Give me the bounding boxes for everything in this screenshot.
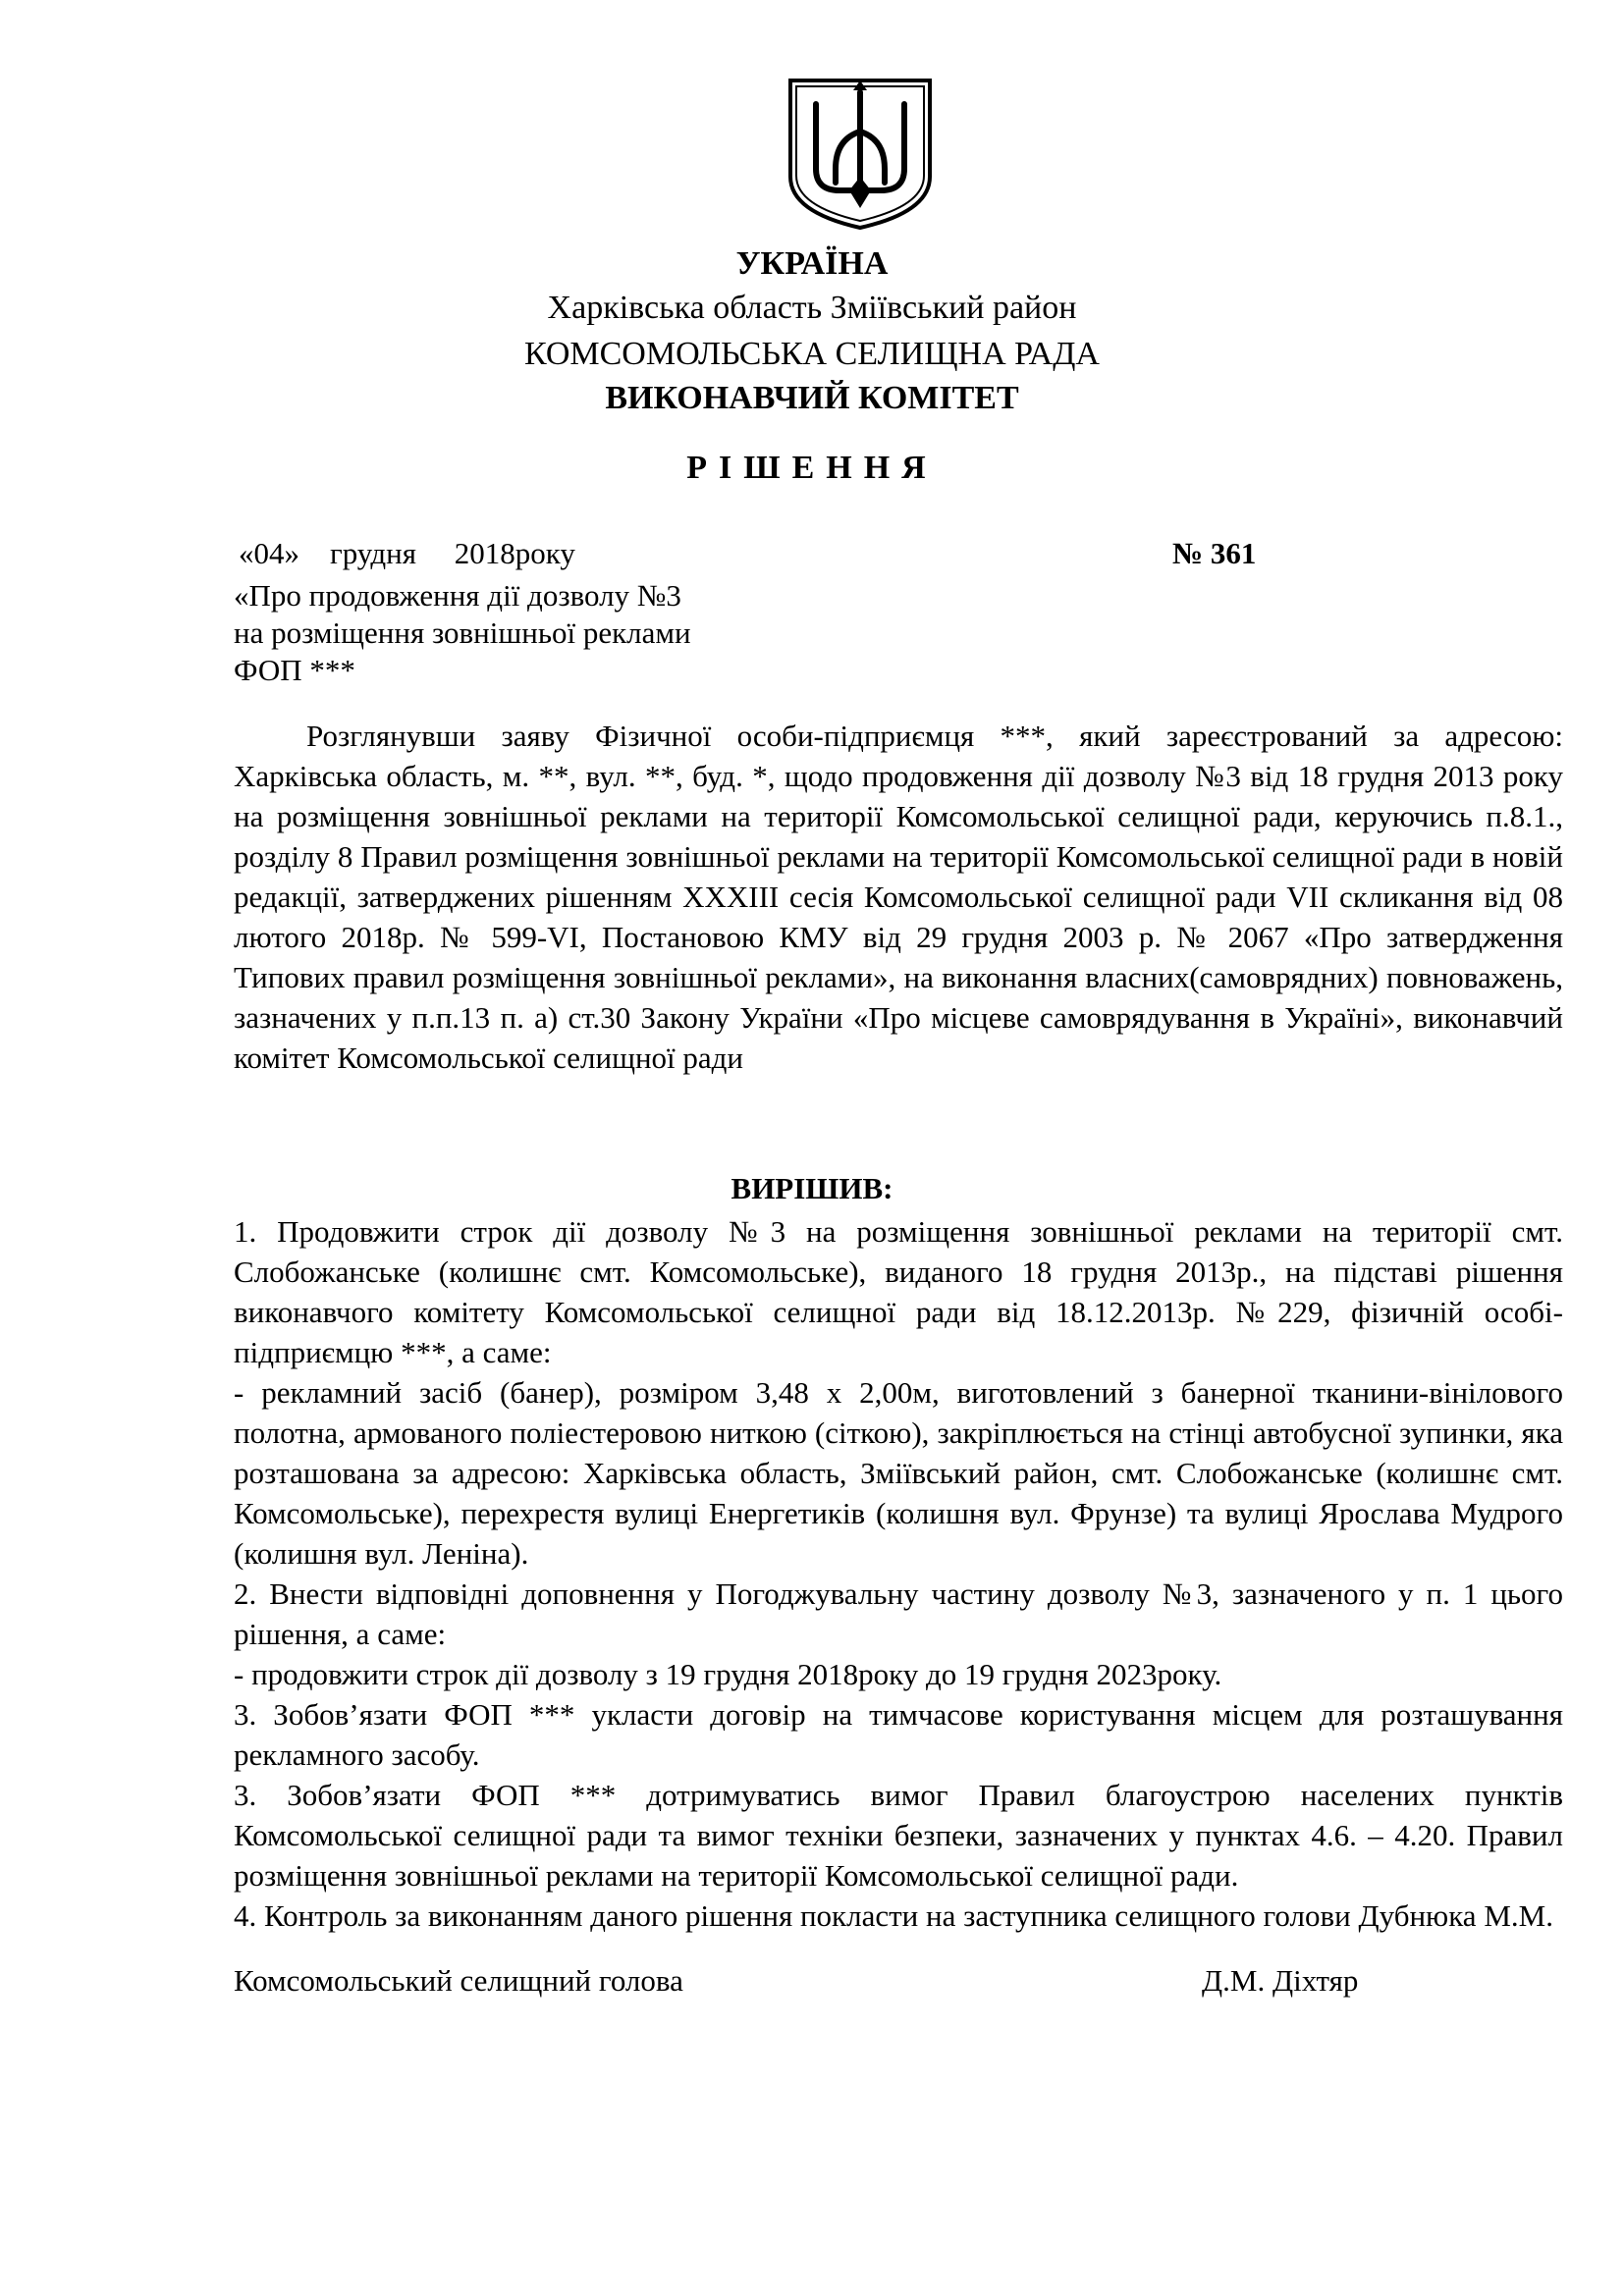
resolved-heading: ВИРІШИВ: <box>731 1171 893 1205</box>
subject-line: ФОП *** <box>234 653 355 687</box>
coat-of-arms-emblem <box>785 75 936 232</box>
preamble-paragraph: Розглянувши заяву Фізичної особи-підприємця ***, який зареєстрований за адресою: Харківська область, м. **, вул. **, буд. *, щодо продовження дії дозволу №3 від 18 грудня 2013 року на розміщення зовнішньої реклами на території Комсомольської селищної ради, керуючись п.8.1., розділу 8 Правил розміщення зовнішньої реклами на території Комсомольської селищної ради в новій редакції, затверджених рішенням XXXIII сесія Комсомольської селищної ради VII скликання від 08 лютого 2018р. № 599-VI, Постановою КМУ від 29 грудня 2003 р. № 2067 «Про затвердження Типових правил розміщення зовнішньої реклами», на виконання власних(самоврядних) повноважень, зазначених у п.п.13 п. а) ст.30 Закону України «Про місцеве самоврядування в Україні», виконавчий комітет Комсомольської селищної ради <box>234 719 1563 1075</box>
committee-name: ВИКОНАВЧИЙ КОМІТЕТ <box>605 380 1019 416</box>
decision-item: 2. Внести відповідні доповнення у Погоджувальну частину дозволу №3, зазначеного у п. 1 цього рішення, а саме: <box>234 1576 1563 1651</box>
decision-date: «04» грудня 2018року <box>239 536 575 570</box>
signatory-name: Д.М. Діхтяр <box>1202 1963 1359 1998</box>
decision-item: 4. Контроль за виконанням даного рішення покласти на заступника селищного голови Дубнюка М.М. <box>234 1898 1553 1933</box>
signatory-title: Комсомольський селищний голова <box>234 1963 683 1998</box>
region-line: Харківська область Зміївський район <box>547 290 1077 326</box>
decision-item: 1. Продовжити строк дії дозволу №3 на розміщення зовнішньої реклами на території смт. Слобожанське (колишнє смт. Комсомольське), виданого 18 грудня 2013р., на підставі рішення виконавчого комітету Комсомольської селищної ради від 18.12.2013р. №229, фізичній особі-підприємцю ***, а саме: <box>234 1214 1563 1369</box>
subject-line: «Про продовження дії дозволу №3 <box>234 578 681 613</box>
decision-item: 3. Зобов’язати ФОП *** дотримуватись вимог Правил благоустрою населених пунктів Комсомольської селищної ради та вимог техніки безпеки, зазначених у пунктах 4.6. – 4.20. Правил розміщення зовнішньої реклами на території Комсомольської селищної ради. <box>234 1778 1563 1893</box>
decision-item: - рекламний засіб (банер), розміром 3,48 х 2,00м, виготовлений з банерної тканини-вінілового полотна, армованого поліестеровою ниткою (сіткою), закріплюється на стінці автобусної зупинки, яка розташована за адресою: Харківська область, Зміївський район, смт. Слобожанське (колишнє смт. Комсомольське), перехрестя вулиці Енергетиків (колишня вул. Фрунзе) та вулиці Ярослава Мудрого (колишня вул. Леніна). <box>234 1375 1563 1571</box>
council-name: КОМСОМОЛЬСЬКА СЕЛИЩНА РАДА <box>524 336 1100 372</box>
decision-item: - продовжити строк дії дозволу з 19 грудня 2018року до 19 грудня 2023року. <box>234 1657 1222 1691</box>
country-name: УКРАЇНА <box>735 245 889 282</box>
decision-items <box>234 1211 1563 1936</box>
subject-line: на розміщення зовнішньої реклами <box>234 615 691 650</box>
decision-subject <box>234 577 691 689</box>
document-title: РІШЕННЯ <box>686 450 938 486</box>
decision-number: № 361 <box>1172 536 1257 570</box>
decision-item: 3. Зобов’язати ФОП *** укласти договір на тимчасове користування місцем для розташування рекламного засобу. <box>234 1697 1563 1772</box>
